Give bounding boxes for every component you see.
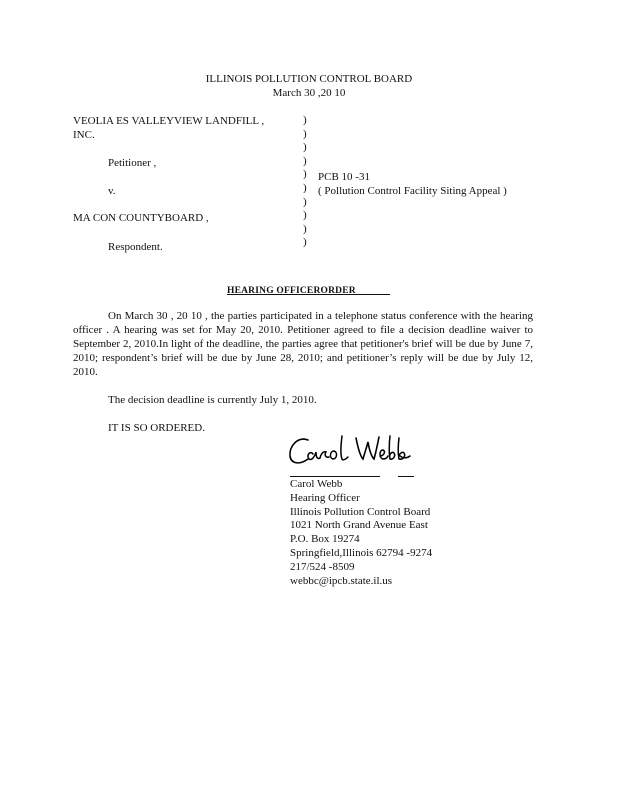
case-type: ( Pollution Control Facility Siting Appeal ): [318, 185, 507, 197]
address-city: Springfield,Illinois 62794 -9274: [290, 546, 433, 559]
petitioner-name-cont: INC.: [73, 129, 95, 141]
petitioner-label: Petitioner ,: [108, 157, 157, 169]
caption-parentheses: ) ) ) ) ) ) ) ) ) ): [303, 114, 307, 249]
title-underline: [342, 294, 390, 295]
signature-line: [290, 476, 380, 477]
versus-label: v.: [108, 185, 116, 197]
officer-email[interactable]: webbc@ipcb.state.il.us: [290, 574, 393, 587]
address-line-1: 1021 North Grand Avenue East: [290, 519, 428, 532]
order-date: March 30 ,20 10: [272, 87, 346, 99]
respondent-label: Respondent.: [108, 241, 163, 253]
signature-line-end: [398, 476, 414, 477]
handwritten-signature: [286, 432, 416, 472]
board-heading: ILLINOIS POLLUTION CONTROL BOARD: [205, 73, 413, 85]
address-line-2: P.O. Box 19274: [290, 533, 360, 546]
order-paragraph-3: IT IS SO ORDERED.: [108, 422, 205, 434]
officer-phone: 217/524 -8509: [290, 560, 355, 573]
respondent-name: MA CON COUNTYBOARD ,: [73, 212, 209, 224]
order-paragraph-2: The decision deadline is currently July 1, 2010.: [108, 394, 317, 406]
officer-name: Carol Webb: [290, 478, 343, 490]
petitioner-name: VEOLIA ES VALLEYVIEW LANDFILL ,: [73, 115, 265, 127]
officer-title: Hearing Officer: [290, 491, 360, 504]
signature-block: [290, 478, 432, 588]
order-paragraph-1: On March 30 , 20 10 , the parties participated in a telephone status conference with the hearing officer . A hearing was set for May 20, 2010. Petitioner agreed to file a decision deadline waiver to September 2, 2010.In light of the deadline, the parties agree that petitioner's brief will be due by June 7, 2010; respondent’s brief will be due by June 28, 2010; and petitioner’s reply will be due by July 12, 2010.: [73, 310, 533, 378]
case-number: PCB 10 -31: [318, 171, 370, 183]
order-title: HEARING OFFICERORDER: [227, 286, 356, 296]
officer-org: Illinois Pollution Control Board: [290, 505, 431, 518]
